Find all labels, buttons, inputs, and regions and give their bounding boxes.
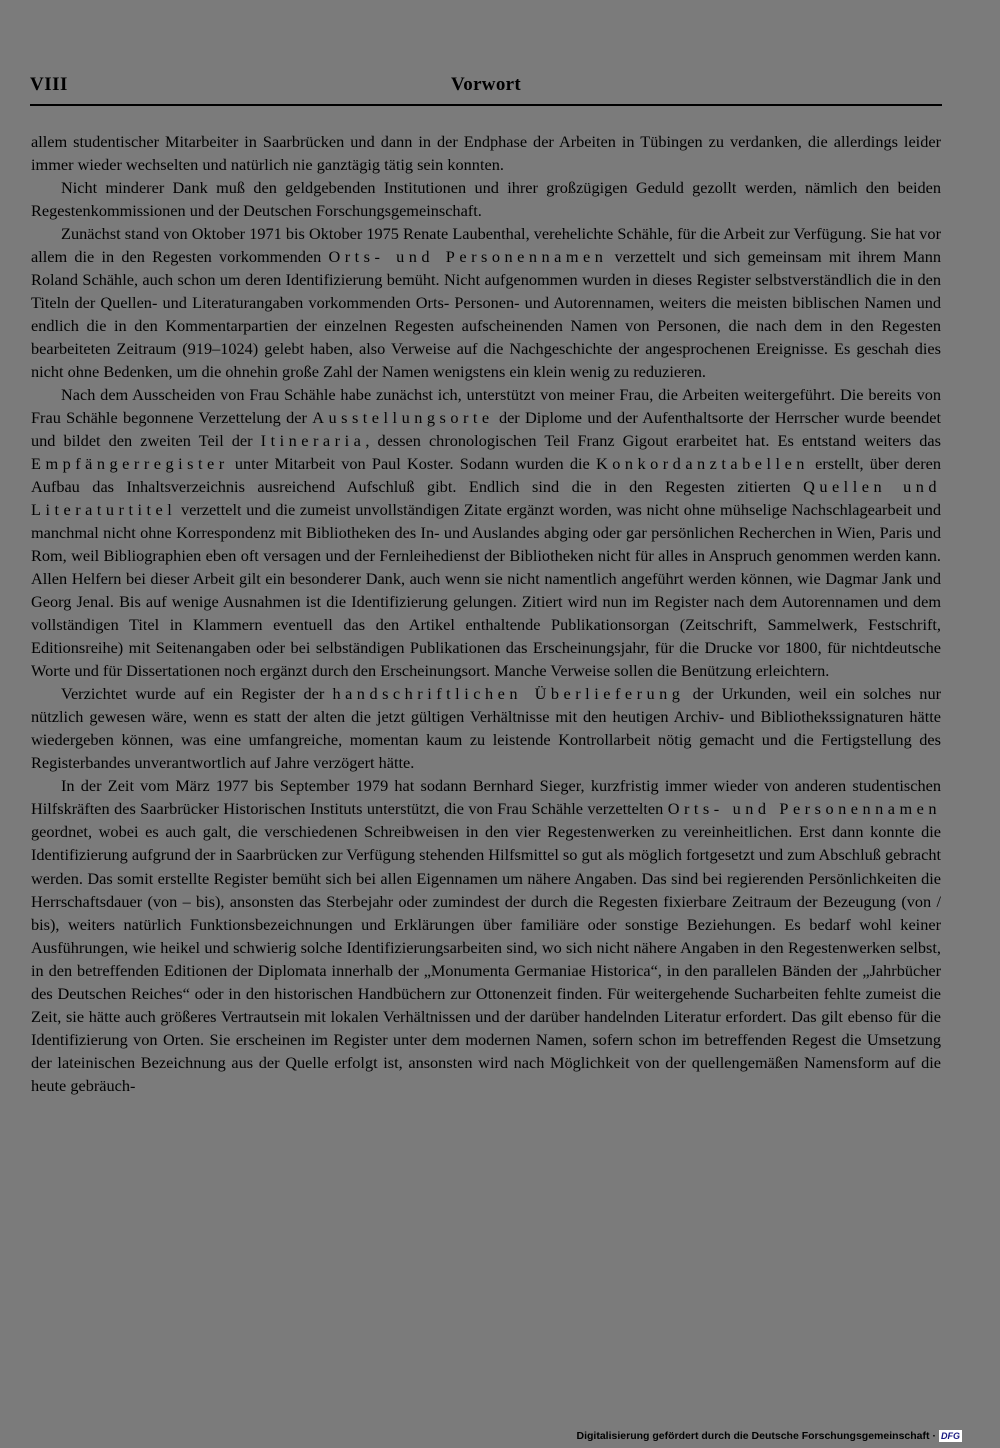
spaced-term: Ausstellungsorte: [312, 408, 494, 428]
paragraph: [31, 176, 941, 222]
spaced-term: Quellen und Literaturtitel: [31, 477, 941, 520]
footer-note: Digitalisierung gefördert durch die Deutsche Forschungsgemeinschaft · DFG: [576, 1430, 960, 1442]
paragraph: [31, 682, 941, 774]
text-run: Verzichtet wurde auf ein Register der: [61, 684, 333, 704]
text-run: Zunächst stand von Oktober 1971 bis Oktober 1975 Renate Laubenthal, verehelichte Schähle, für die Arbeit zur Verfügung. Sie hat vor allem die in den Regesten vorkommenden: [31, 224, 941, 267]
text-run: Nach dem Ausscheiden von Frau Schähle habe zunächst ich, unterstützt von meiner Frau, die Arbeiten weitergeführt. Die bereits von Frau Schähle begonnene Verzettelung der: [31, 385, 941, 428]
text-run: Nicht minderer Dank muß den geldgebenden Institutionen und ihrer großzügigen Geduld gezollt werden, nämlich den beiden Regestenkommissionen und der Deutschen Forschungsgemeinschaft.: [31, 178, 941, 221]
spaced-term: Orts- und Personennamen: [667, 799, 941, 819]
running-title: Vorwort: [451, 74, 521, 95]
text-run: geordnet, wobei es auch galt, die verschiedenen Schreibweisen in den vier Regestenwerken zu vereinheitlichen. Erst dann konnte die Identifizierung aufgrund der in Saarbrücken zur Verfügung stehenden Hilfsmittel so gut als möglich fortgesetzt und zum Abschluß gebracht werden. Das somit erstellte Register bemüht sich bei allen Eigennamen um nähere Angaben. Das sind bei regierenden Persönlichkeiten die Herrschaftsdauer (von – bis), ansonsten das Sterbejahr oder zumindest der durch die Regesten fixierbare Zeitraum der Bezeugung (von / bis), weiters natürlich Funktionsbezeichnungen und Erklärungen über familiäre oder sonstige Beziehungen. Es bedarf wohl keiner Ausführungen, wie heikel und schwierig solche Identifizierungsarbeiten sind, wo sich nicht nähere Angaben in den Regestenwerken selbst, in den betreffenden Editionen der Diplomata innerhalb der „Monumenta Germaniae Historica“, in den parallelen Bänden der „Jahrbücher des Deutschen Reiches“ oder in den historischen Handbüchern zur Ottonenzeit finden. Für weitergehende Sucharbeiten fehlte zumeist die Zeit, sie hätte auch größeres Vertrautsein mit lokalen Verhältnissen und der darüber handelnden Literatur erfordert. Das gilt ebenso für die Identifizierung von Orten. Sie erscheinen im Register unter dem modernen Namen, sofern schon im betreffenden Regest die Umsetzung der lateinischen Bezeichnung aus der Quelle erfolgt ist, ansonsten wird nach Möglichkeit von der quellengemäßen Namensform auf die heute gebräuch-: [31, 822, 941, 1095]
paragraph: [31, 222, 941, 383]
paragraph: [31, 130, 941, 176]
spaced-term: Itineraria: [260, 431, 366, 451]
text-run: verzettelt und die zumeist unvollständigen Zitate ergänzt worden, was nicht ohne mühselige Nachschlagearbeit und manchmal nicht ohne Korrespondenz mit Bibliotheken des In- und Auslandes abging oder gar persönlichen Recherchen in Wien, Paris und Rom, weil Bibliographien eben oft versagen und der Fernleihedienst der Bibliotheken nicht für alles in Anspruch genommen werden kann. Allen Helfern bei dieser Arbeit gilt ein besonderer Dank, auch wenn sie nicht namentlich angeführt werden können, wie Dagmar Jank und Georg Jenal. Bis auf wenige Ausnahmen ist die Identifizierung gelungen. Zitiert wird nun im Register nach dem Autorennamen und dem vollständigen Titel in Klammern eventuell das den Artikel enthaltende Publikationsorgan (Zeitschrift, Sammelwerk, Festschrift, Editionsreihe) mit Seitenangaben oder bei selbständigen Publikationen das Erscheinungsjahr, für die Drucke vor 1800, für nichtdeutsche Worte und für Dissertationen noch ergänzt durch den Erscheinungsort. Manche Verweise sollen die Benützung erleichtern.: [31, 500, 941, 681]
paragraph: [31, 383, 941, 682]
paragraph: [31, 774, 941, 1096]
text-run: unter Mitarbeit von Paul Koster. Sodann wurden die: [228, 454, 596, 474]
spaced-term: Orts- und Personennamen: [328, 247, 608, 267]
spaced-term: Konkordanztabellen: [595, 454, 809, 474]
digitization-note: Digitalisierung gefördert durch die Deutsche Forschungsgemeinschaft: [576, 1430, 930, 1442]
spaced-term: Empfängerregister: [31, 454, 229, 474]
text-run: In der Zeit vom März 1977 bis September 1979 hat sodann Bernhard Sieger, kurzfristig immer wieder von anderen studentischen Hilfskräften des Saarbrücker Historischen Instituts unterstützt, die von Frau Schähle verzettelten: [31, 776, 941, 819]
text-run: verzettelt und sich gemeinsam mit ihrem Mann Roland Schähle, auch schon um deren Identifizierung bemüht. Nicht aufgenommen wurden in dieses Register selbstverständlich die in den Titeln der Quellen- und Literaturangaben vorkommenden Orts- Personen- und Autorennamen, weiters die meisten biblischen Namen und endlich die in den Kommentarpartien der einzelnen Regesten aufscheinenden Namen von Personen, die nach dem in den Regesten bearbeiteten Zeitraum (919–1024) gelebt haben, also Verweise auf die Nachgeschichte der angesprochenen Ereignisse. Es geschah dies nicht ohne Bedenken, um die ohnehin große Zahl der Namen wenigstens ein klein wenig zu reduzieren.: [31, 247, 941, 382]
text-run: der Urkunden, weil ein solches nur nützlich gewesen wäre, wenn es statt der alten die jetzt gültigen Verhältnisse mit den heutigen Archiv- und Bibliothekssignaturen hätte wiedergeben können, was eine umfangreiche, momentan kaum zu leistende Kontrollarbeit nötig gemacht und die Fertigstellung des Registerbandes unverantwortlich auf Jahre verzögert hätte.: [31, 684, 942, 773]
text-run: allem studentischer Mitarbeiter in Saarbrücken und dann in der Endphase der Arbeiten in Tübingen zu verdanken, die allerdings leider immer wieder wechselten und natürlich nie ganztägig tätig sein konnten.: [31, 132, 941, 175]
dfg-logo-icon: DFG: [941, 1431, 960, 1441]
body-text: [31, 130, 941, 1097]
page-header: [30, 74, 942, 104]
header-rule: [30, 104, 942, 106]
text-run: , dessen chronologischen Teil Franz Gigout erarbeitet hat. Es entstand weiters das: [365, 431, 941, 451]
page-number: VIII: [30, 74, 68, 95]
text-run: der Diplome und der Aufenthaltsorte der Herrscher wurde beendet und bildet den zweiten Teil der: [31, 408, 942, 451]
text-run: erstellt, über deren Aufbau das Inhaltsverzeichnis ausreichend Aufschluß gibt. Endlich sind die in den Regesten zitierten: [31, 454, 941, 497]
spaced-term: handschriftlichen Überlieferung: [332, 684, 685, 704]
